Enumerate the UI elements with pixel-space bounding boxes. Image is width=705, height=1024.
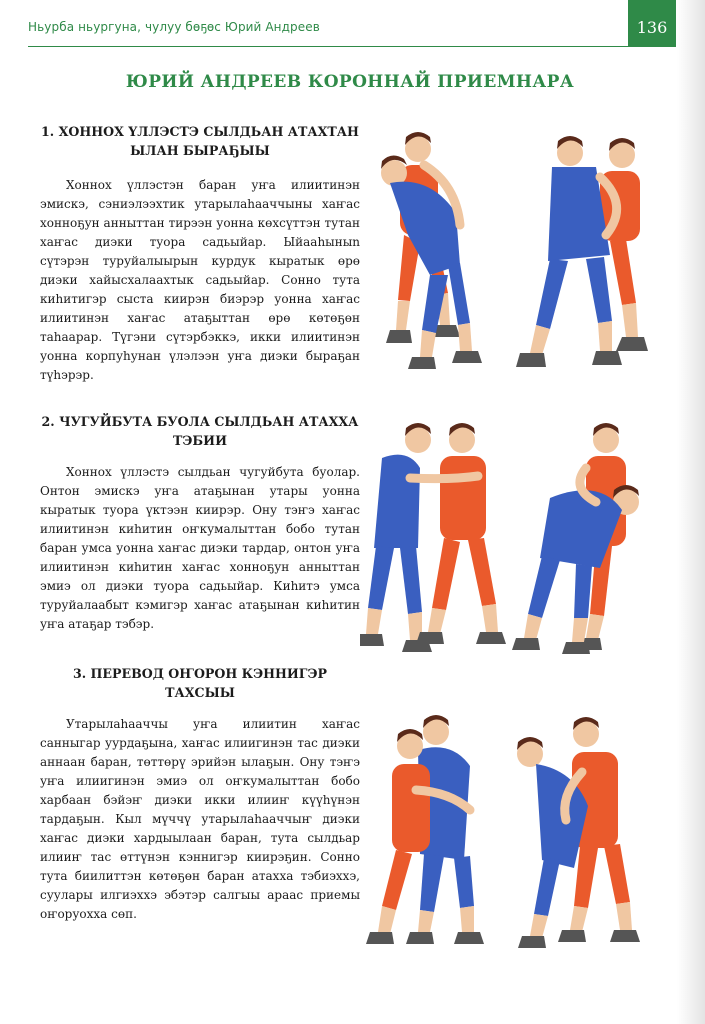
figure-2a-wrestlers	[360, 423, 506, 652]
section-3-illustration	[360, 710, 670, 950]
page-title: ЮРИЙ АНДРЕЕВ КОРОННАЙ ПРИЕМНАРА	[125, 72, 575, 92]
figure-2b-wrestlers	[512, 423, 639, 654]
figure-1b-wrestlers	[516, 136, 648, 367]
section-1-illustration	[360, 125, 670, 375]
section-2-body: Хоннох үллэстэ сылдьан чугуйбута буолар. Онтон эмискэ уҥа атаҕынан утары уонна кыратык туора үктээн киирэр. Ону тэҥэ хаҥас илиитинэн киһитин оҥкумалыттан бобо тутан баран умса уонна хаҥас диэки тардар, онтон уҥа илиитинэн киһитин хаҥас хонноҕун анныттан эмиэ ол диэки туора садьыйар. Киһитэ умса туруйалаабыт кэмигэр хаҥас атаҕынан киһитин уҥа атаҕар тэбэр.	[40, 465, 360, 631]
page-gutter-shadow	[677, 0, 705, 1024]
section-1-body: Хоннох үллэстэн баран уҥа илиитинэн эмискэ, сэниэлээхтик утарылаһааччыны хаҥас хонноҕун анныттан тирээн уонна көхсүттэн тутан хаҥас диэки туора садьыйар. Ыйааһыныn сүтэрэн туруйалыырын курдук кыратык өрө диэки хайысхалаахтык садьыйар. Сонно тута киһитигэр сыста киирэн биэрэр уонна хаҥас илиитинэн хаҥас атаҕыттан өрө көтөҕөн таһаарар. Түгэни сүтэрбэккэ, икки илиитинэн уонна корпуһунан үлэлээн уҥа диэки быраҕан түһэрэр.	[40, 178, 360, 382]
section-2-illustration	[360, 418, 670, 658]
header-rule	[28, 46, 628, 47]
figure-3a-wrestlers	[366, 715, 484, 944]
section-2-title: 2. ЧУГУЙБУТА БУОЛА СЫЛДЬАН АТАХХА ТЭБИИ	[41, 414, 359, 448]
section-1-title: 1. ХОННОХ ҮЛЛЭСТЭ СЫЛДЬАН АТАХТАН ЫЛАН БЫРАҔЫЫ	[41, 124, 359, 158]
page-number: 136	[628, 0, 676, 47]
section-3-body: Утарылаһааччы уҥа илиитин хаҥас санныгар уурдаҕына, хаҥас илиигинэн тас диэки аннаан баран, төттөрү эрийэн ылаҕын. Ону тэҥэ уҥа илиигинэн эмиэ ол оҥкумалыттан бобо харбаан бэйэҥ диэки икки илииҥ күүһүнэн тардаҕын. Кыл мүччү утарылаһааччыҥ диэки хаҥас диэки хардыылаан баран, тута сылдьар илииҥ тас өттүнэн кэннигэр киирэҕин. Сонно тута биилиттэн көтөҕөн баран атахха тэбиэххэ, суулары илгиэххэ эбэтэр салгыы араас приемы оҥоруохха сөп.	[40, 717, 360, 921]
running-header: Ньурба ньургуна, чулуу бөҕөс Юрий Андреев	[28, 20, 320, 34]
figure-1a-wrestlers	[381, 132, 482, 369]
figure-3b-wrestlers	[517, 717, 640, 948]
section-3-title: 3. ПЕРЕВОД ОҤОРОН КЭННИГЭР ТАХСЫЫ	[72, 666, 327, 700]
